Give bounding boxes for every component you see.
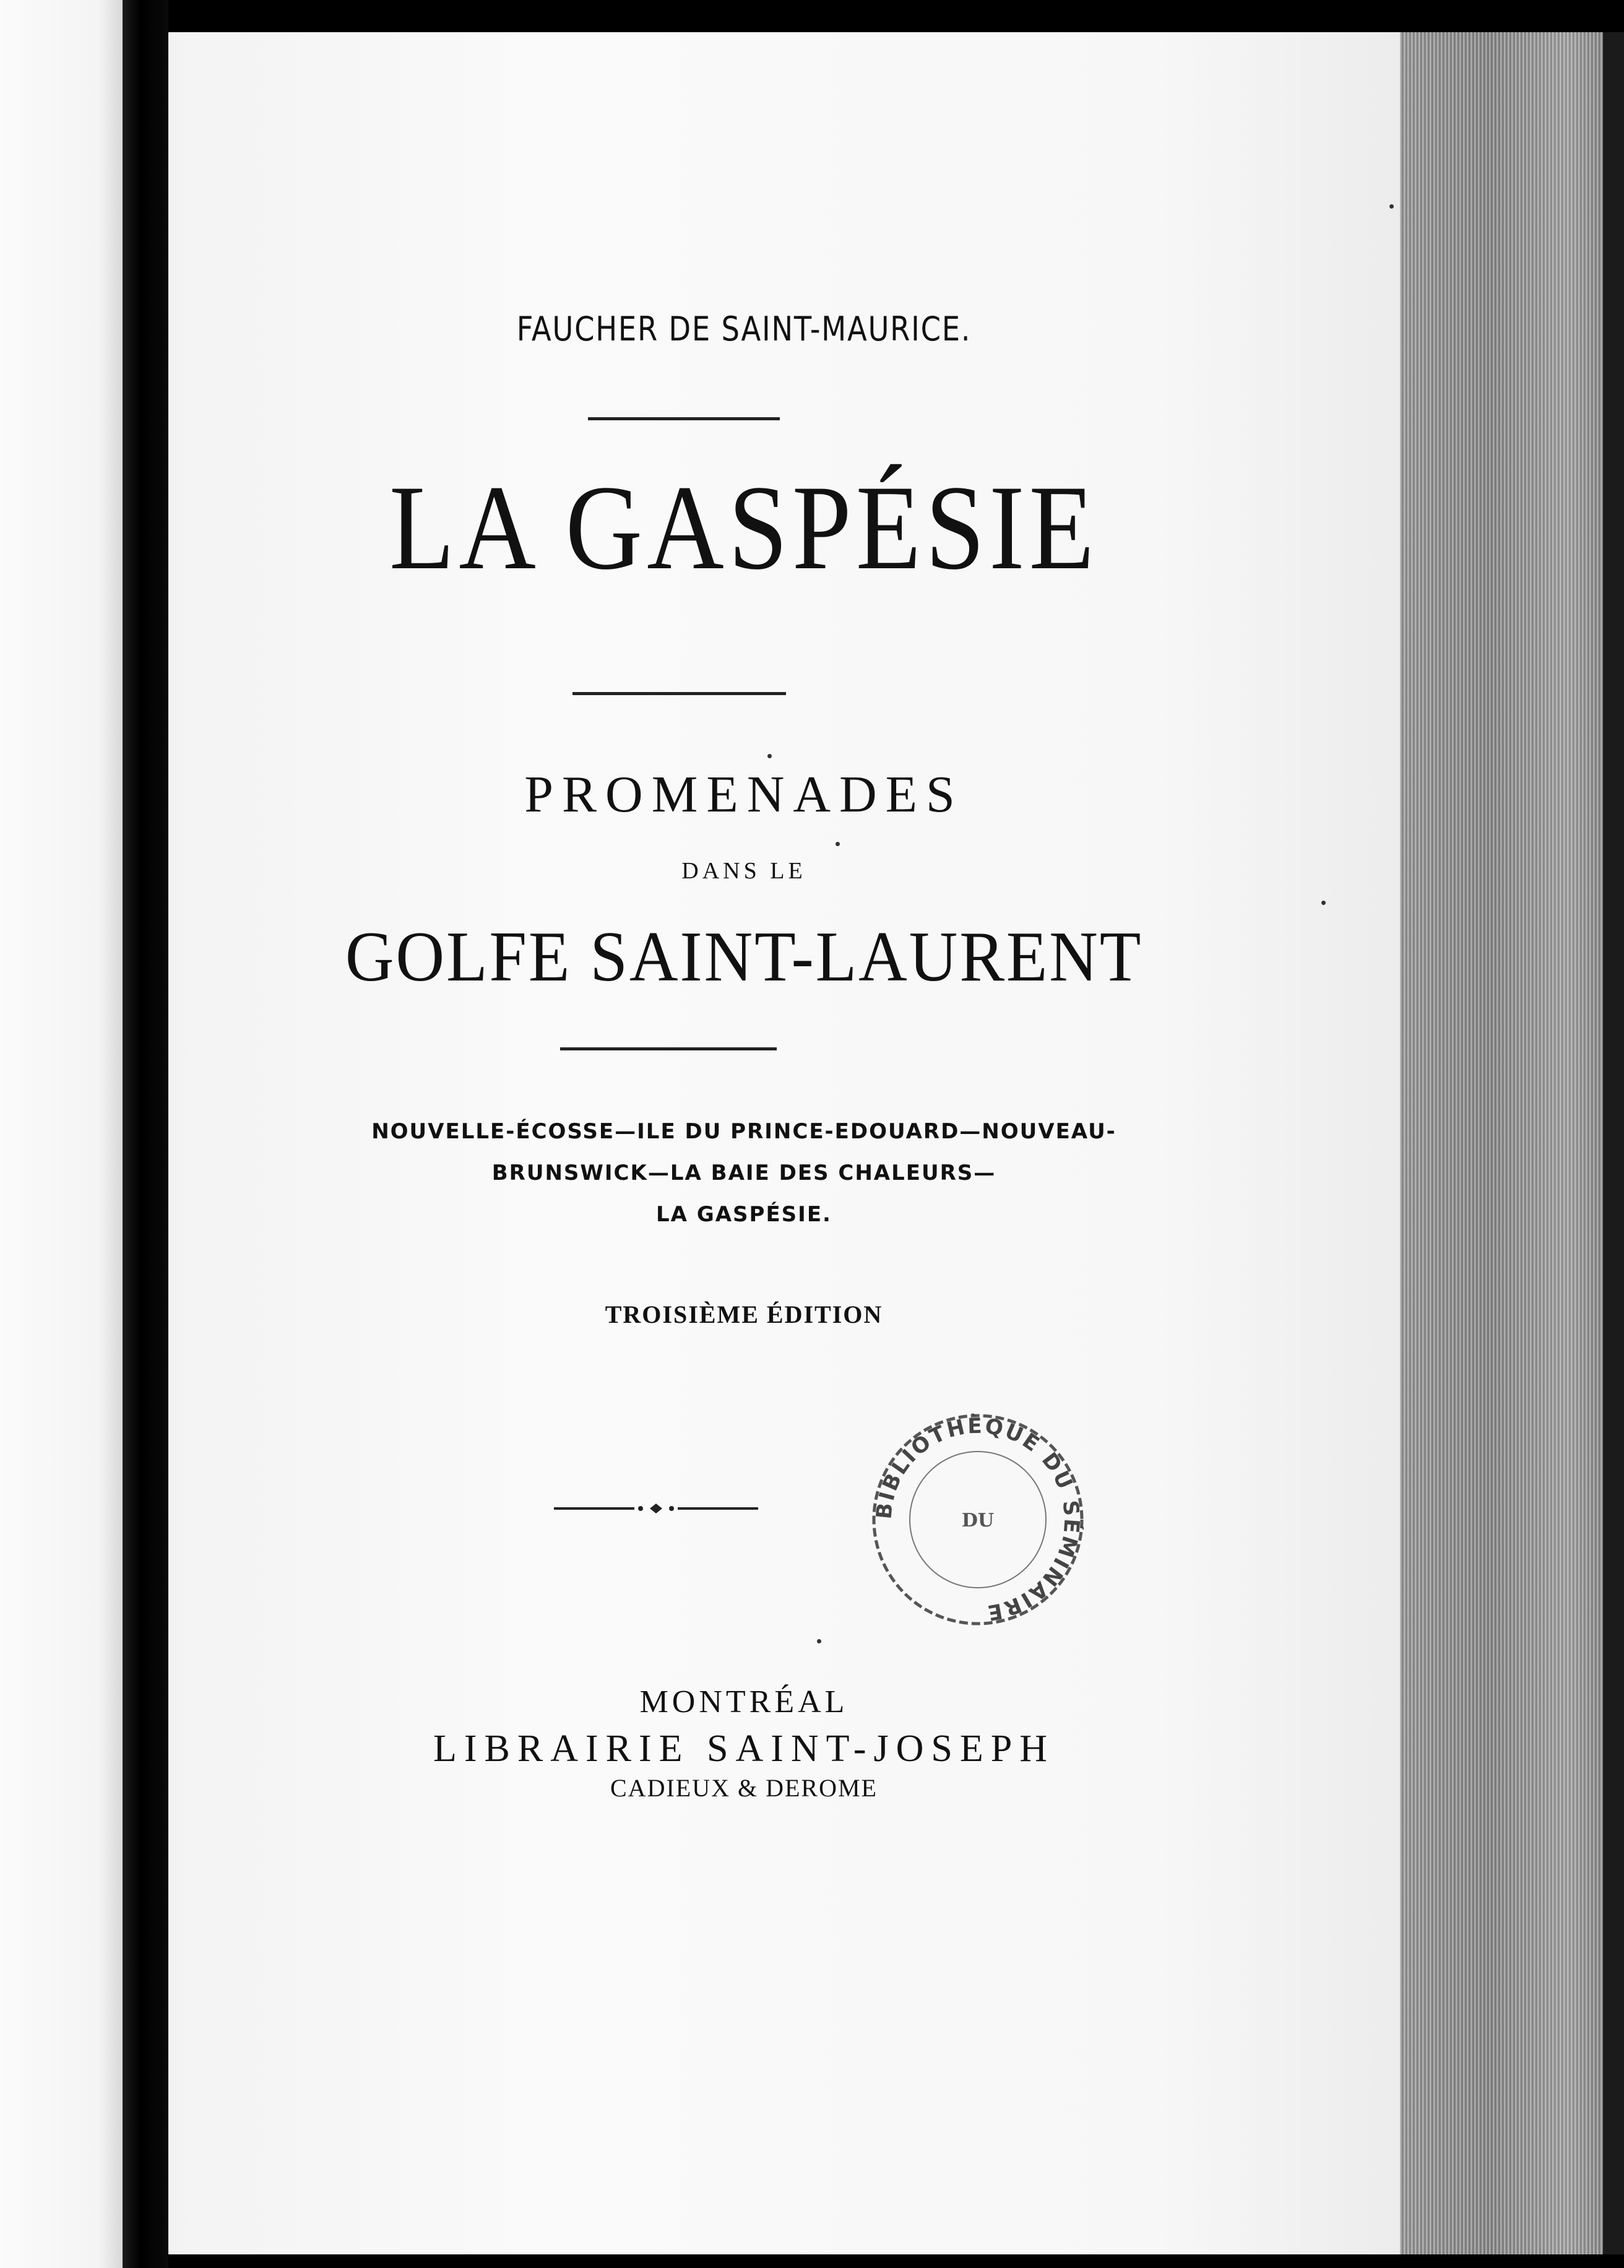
divider-rule [588,417,780,420]
places-line-3: LA GASPÉSIE. [656,1202,832,1227]
svg-text:DU: DU [961,1510,995,1531]
page-edges-shadow [1603,32,1624,2261]
ornamental-divider [554,1501,758,1516]
divider-rule [572,692,786,695]
paper-speck [1389,204,1394,209]
publication-city: MONTRÉAL [639,1684,849,1720]
places-line-1: NOUVELLE-ÉCOSSE—ILE DU PRINCE-EDOUARD—NOUVEAU- [371,1119,1116,1144]
paper-speck [1321,901,1326,905]
divider-rule [560,1047,777,1050]
previous-leaf [0,0,123,2268]
stamp-text: BIBLIOTHÈQUE DU SÉMINAIRE [871,1413,1084,1625]
paper-speck [836,842,840,846]
page-edges [1400,32,1624,2261]
paper-speck [767,754,772,758]
subtitle-golfe: GOLFE SAINT-LAURENT [345,917,1143,997]
book-title: LA GASPÉSIE [389,461,1099,595]
library-stamp [863,1405,1092,1634]
paper-speck [817,1639,821,1643]
places-line-2: BRUNSWICK—LA BAIE DES CHALEURS— [491,1161,996,1185]
book-gutter [123,0,168,2268]
publisher-name: LIBRAIRIE SAINT-JOSEPH [433,1728,1055,1770]
bottom-border [168,2254,1624,2268]
top-border [168,0,1624,32]
printer-name: CADIEUX & DEROME [610,1774,878,1802]
subtitle-promenades: PROMENADES [524,766,964,823]
author-name: FAUCHER DE SAINT-MAURICE. [516,309,972,348]
edition-label: TROISIÈME ÉDITION [605,1301,883,1328]
subtitle-dans-le: DANS LE [681,858,806,884]
